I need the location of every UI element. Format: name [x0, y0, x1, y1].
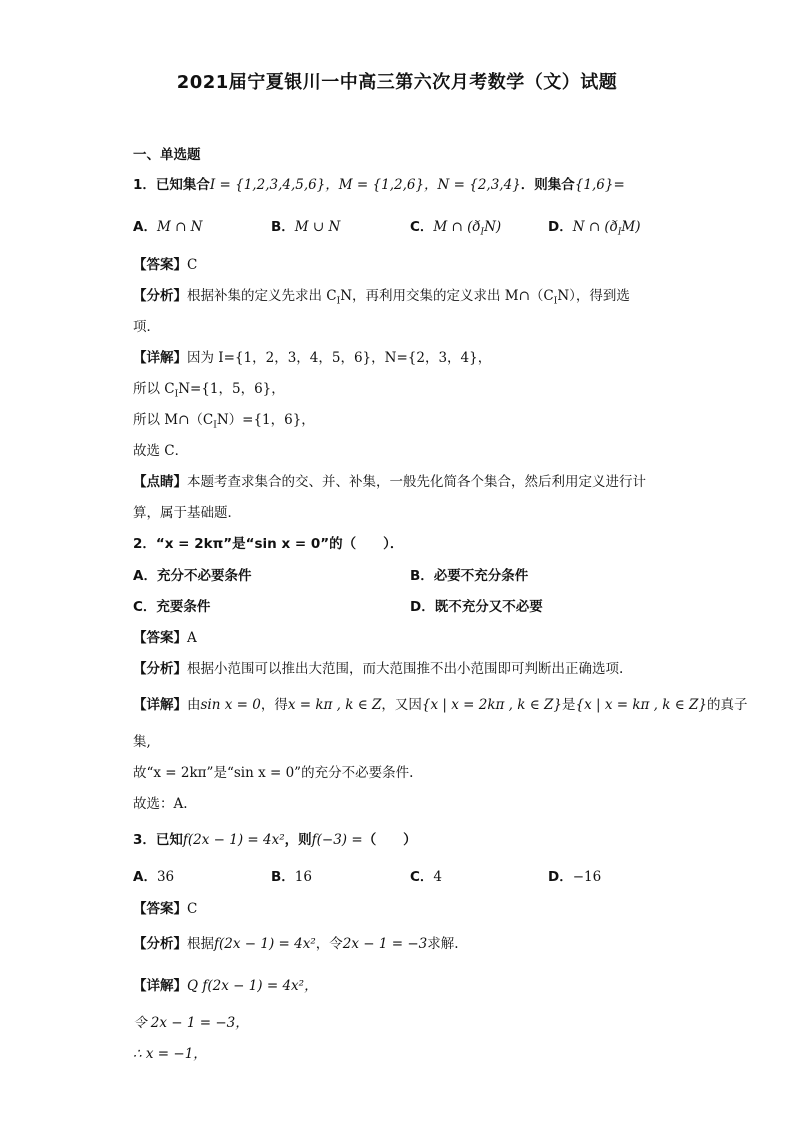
question-2-stem: 2．“x = 2kπ”是“sin x = 0”的（ ）．: [133, 536, 404, 552]
question-1-stem: 1．已知集合I = {1,2,3,4,5,6}，M = {1,2,6}，N = {2,3,4}．则集合{1,6}=: [133, 177, 625, 193]
option-a[interactable]: A．M ∩ N: [133, 219, 203, 235]
detail-line: 【详解】因为 I={1，2，3，4，5，6}，N={2，3，4}，: [133, 350, 492, 366]
answer-line: 【答案】A: [133, 630, 197, 646]
option-d[interactable]: D．既不充分又不必要: [410, 599, 543, 615]
detail-line: 所以 $M\cap(C_IN)=\{1$，6}，: [133, 412, 315, 431]
question-3-stem: 3．已知f(2x − 1) = 4x²，则f(−3) =（ ）: [133, 832, 417, 848]
detail-line: 故“x = 2kπ”是“sin x = 0”的充分不必要条件.: [133, 765, 414, 781]
answer-line: 【答案】C: [133, 901, 198, 917]
section-heading: 一、单选题: [133, 147, 201, 163]
analysis-line: 【分析】根据补集的定义先求出 $C_IN$，再利用交集的定义求出 $M\cap(C_IN)$，得到选: [133, 288, 630, 307]
option-b[interactable]: B．16: [271, 869, 312, 885]
option-c[interactable]: C．充要条件: [133, 599, 211, 615]
analysis-line: 【分析】根据f(2x − 1) = 4x²，令2x − 1 = −3求解.: [133, 936, 459, 952]
detail-line: 集,: [133, 734, 151, 750]
detail-line: 令 2x − 1 = −3，: [133, 1015, 249, 1031]
option-c[interactable]: C．4: [410, 869, 443, 885]
detail-line: 故选 C．: [133, 443, 189, 459]
detail-line: 【详解】Q f(2x − 1) = 4x²，: [133, 978, 318, 994]
detail-line: ∴ x = −1，: [133, 1046, 207, 1062]
answer-line: 【答案】C: [133, 257, 198, 273]
question-number: 1．: [133, 177, 156, 193]
page-title: 2021届宁夏银川一中高三第六次月考数学（文）试题: [176, 72, 618, 93]
detail-line: 【详解】由sin x = 0，得x = kπ , k ∈ Z，又因{x | x = 2kπ , k ∈ Z}是{x | x = kπ , k ∈ Z}的真子: [133, 697, 748, 713]
detail-line: 所以 $C_IN=\{1$，5，6}，: [133, 381, 285, 400]
detail-line: 故选：A.: [133, 796, 188, 812]
option-d[interactable]: D．−16: [548, 869, 602, 885]
option-b[interactable]: B．M ∪ N: [271, 219, 341, 235]
note-line: 算，属于基础题．: [133, 505, 241, 521]
option-c[interactable]: C．M ∩ $(ð_IN)$: [410, 219, 502, 238]
option-a[interactable]: A．充分不必要条件: [133, 568, 252, 584]
option-a[interactable]: A．36: [133, 869, 175, 885]
note-line: 【点睛】本题考查求集合的交、并、补集，一般先化简各个集合，然后利用定义进行计: [133, 474, 646, 490]
option-b[interactable]: B．必要不充分条件: [410, 568, 529, 584]
option-d[interactable]: D．N ∩ $(ð_IM)$: [548, 219, 641, 238]
analysis-line: 【分析】根据小范围可以推出大范围，而大范围推不出小范围即可判断出正确选项.: [133, 661, 624, 677]
analysis-line: 项．: [133, 319, 160, 335]
